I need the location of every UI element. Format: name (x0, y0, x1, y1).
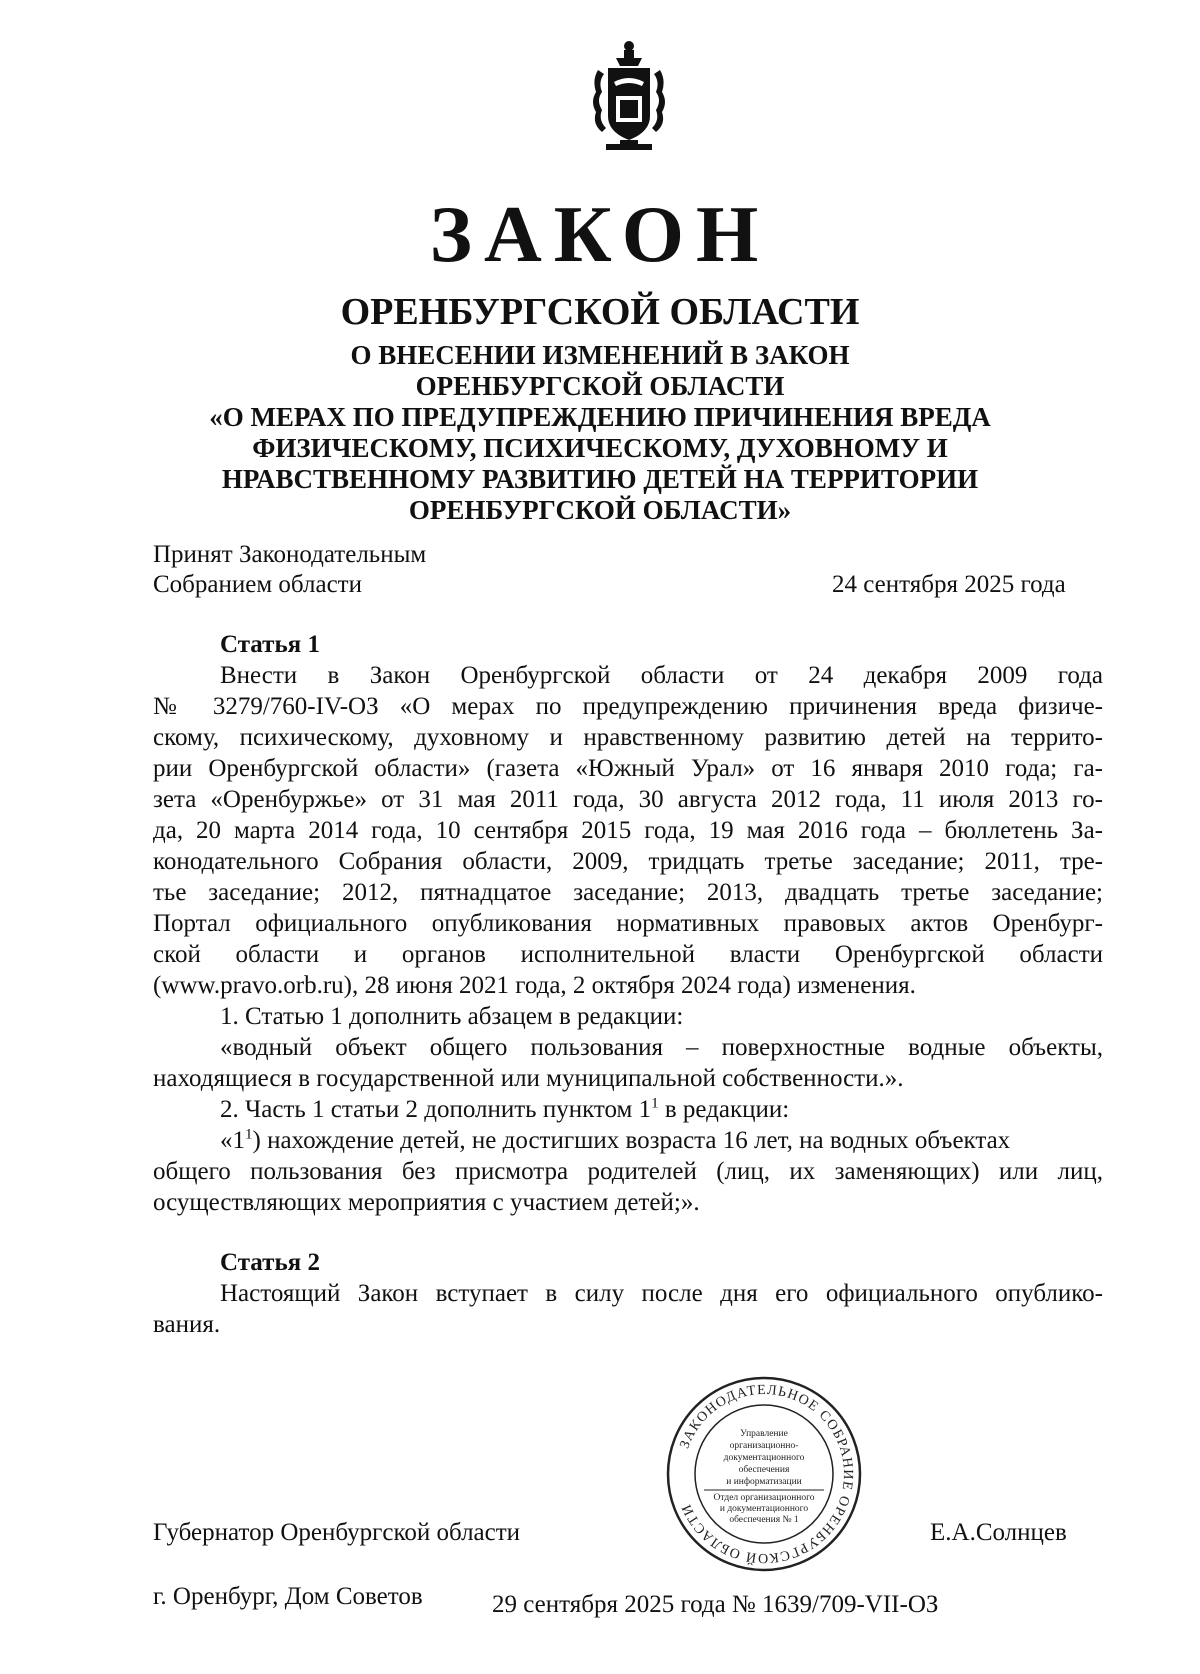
subtitle-line: О ВНЕСЕНИИ ИЗМЕНЕНИЙ В ЗАКОН (350, 340, 850, 370)
article-1-body-line: тье заседание; 2012, пятнадцатое заседание; 2013, двадцать третье заседание; (153, 879, 1103, 906)
stamp-inner-line: и документационного (719, 1504, 809, 1514)
item-2-intro-text: 2. Часть 1 статьи 2 дополнить пунктом 1 (220, 1096, 652, 1123)
subtitle-line: ОРЕНБУРГСКОЙ ОБЛАСТИ» (408, 495, 792, 525)
region-title: ОРЕНБУРГСКОЙ ОБЛАСТИ (340, 291, 860, 333)
article-1-item-1-quote-line: находящиеся в государственной или муниципальной собственности.». (153, 1065, 904, 1092)
official-stamp (664, 1374, 864, 1574)
article-1-body-line: зета «Оренбуржье» от 31 мая 2011 года, 30 августа 2012 года, 11 июля 2013 го- (153, 786, 1103, 813)
article-1-body-line: ской области и органов исполнительной власти Оренбургской области (153, 941, 1103, 968)
item-2-intro-text-end: в редакции: (658, 1096, 790, 1123)
stamp-inner-line: документационного (723, 1453, 805, 1463)
adoption-line-2: Собранием области (153, 571, 362, 598)
stamp-inner-line: обеспечения (738, 1465, 790, 1475)
item-2-quote-open: «1 (220, 1127, 245, 1154)
article-2-heading: Статья 2 (220, 1249, 320, 1276)
article-1-item-2-intro (220, 1095, 789, 1125)
subtitle-line: «О МЕРАХ ПО ПРЕДУПРЕЖДЕНИЮ ПРИЧИНЕНИЯ ВРЕДА (209, 402, 991, 432)
adoption-line-1: Принят Законодательным (153, 541, 427, 568)
article-1-item-2-quote-line: общего пользования без присмотра родителей (лиц, их заменяющих) или лиц, (153, 1158, 1103, 1185)
article-1-item-1-quote-line: «водный объект общего пользования – поверхностные водные объекты, (220, 1034, 1103, 1061)
subtitle-line: ФИЗИЧЕСКОМУ, ПСИХИЧЕСКОМУ, ДУХОВНОМУ И (252, 433, 948, 463)
article-1-body-line: скому, психическому, духовному и нравственному развитию детей на террито- (153, 724, 1103, 751)
article-1-body-line: конодательного Собрания области, 2009, тридцать третье заседание; 2011, тре- (153, 848, 1103, 875)
stamp-inner-line: и информатизации (726, 1477, 802, 1487)
article-1-body-line: рии Оренбургской области» (газета «Южный Урал» от 16 января 2010 года; га- (153, 755, 1103, 782)
article-1-body-line: Внести в Закон Оренбургской области от 24 декабря 2009 года (220, 662, 1103, 689)
law-date-number: 29 сентября 2025 года № 1639/709-VII-ОЗ (492, 1591, 939, 1618)
subtitle-line: ОРЕНБУРГСКОЙ ОБЛАСТИ (415, 371, 785, 401)
article-2-body-line: Настоящий Закон вступает в силу после дня его официального опублико- (220, 1280, 1103, 1307)
article-1-item-1-intro: 1. Статью 1 дополнить абзацем в редакции: (220, 1003, 684, 1030)
article-1-body-line: (www.pravo.orb.ru), 28 июня 2021 года, 2 октября 2024 года) изменения. (153, 972, 916, 999)
stamp-inner-line: Управление (740, 1429, 788, 1439)
article-1-heading: Статья 1 (220, 631, 320, 658)
article-1-body-line: да, 20 марта 2014 года, 10 сентября 2015 года, 19 мая 2016 года – бюллетень За- (153, 817, 1103, 844)
signatory-name: Е.А.Солнцев (930, 1519, 1067, 1546)
stamp-inner-line: организационно- (729, 1441, 799, 1451)
article-1-body-line: Портал официального опубликования нормативных правовых актов Оренбург- (153, 910, 1103, 937)
stamp-inner-line: Отдел организационного (713, 1493, 815, 1503)
subtitle-line: НРАВСТВЕННОМУ РАЗВИТИЮ ДЕТЕЙ НА ТЕРРИТОРИИ (221, 464, 979, 494)
signing-place: г. Оренбург, Дом Советов (153, 1583, 423, 1610)
item-2-quote-text: ) нахождение детей, не достигших возраста 16 лет, на водных объектах (252, 1127, 1011, 1154)
signatory-position: Губернатор Оренбургской области (153, 1519, 521, 1546)
article-2-body-line: вания. (153, 1311, 221, 1338)
stamp-ring-text: ЗАКОНОДАТЕЛЬНОЕ СОБРАНИЕ ОРЕНБУРГСКОЙ ОБЛАСТИ (677, 1382, 856, 1566)
item-2-intro-superscript: 1 (651, 1095, 659, 1112)
article-1-item-2-quote-first-line (220, 1126, 1010, 1156)
coat-of-arms-emblem (586, 40, 672, 152)
item-2-quote-superscript: 1 (245, 1126, 253, 1143)
article-1-body-line: № 3279/760-IV-ОЗ «О мерах по предупреждению причинения вреда физиче- (153, 693, 1103, 720)
article-1-item-2-quote-line: осуществляющих мероприятия с участием детей;». (153, 1189, 700, 1216)
stamp-inner-line: обеспечения № 1 (729, 1515, 799, 1525)
law-subtitle (0, 340, 1200, 526)
document-type-title: ЗАКОН (429, 191, 771, 279)
adoption-date: 24 сентября 2025 года (832, 571, 1066, 598)
